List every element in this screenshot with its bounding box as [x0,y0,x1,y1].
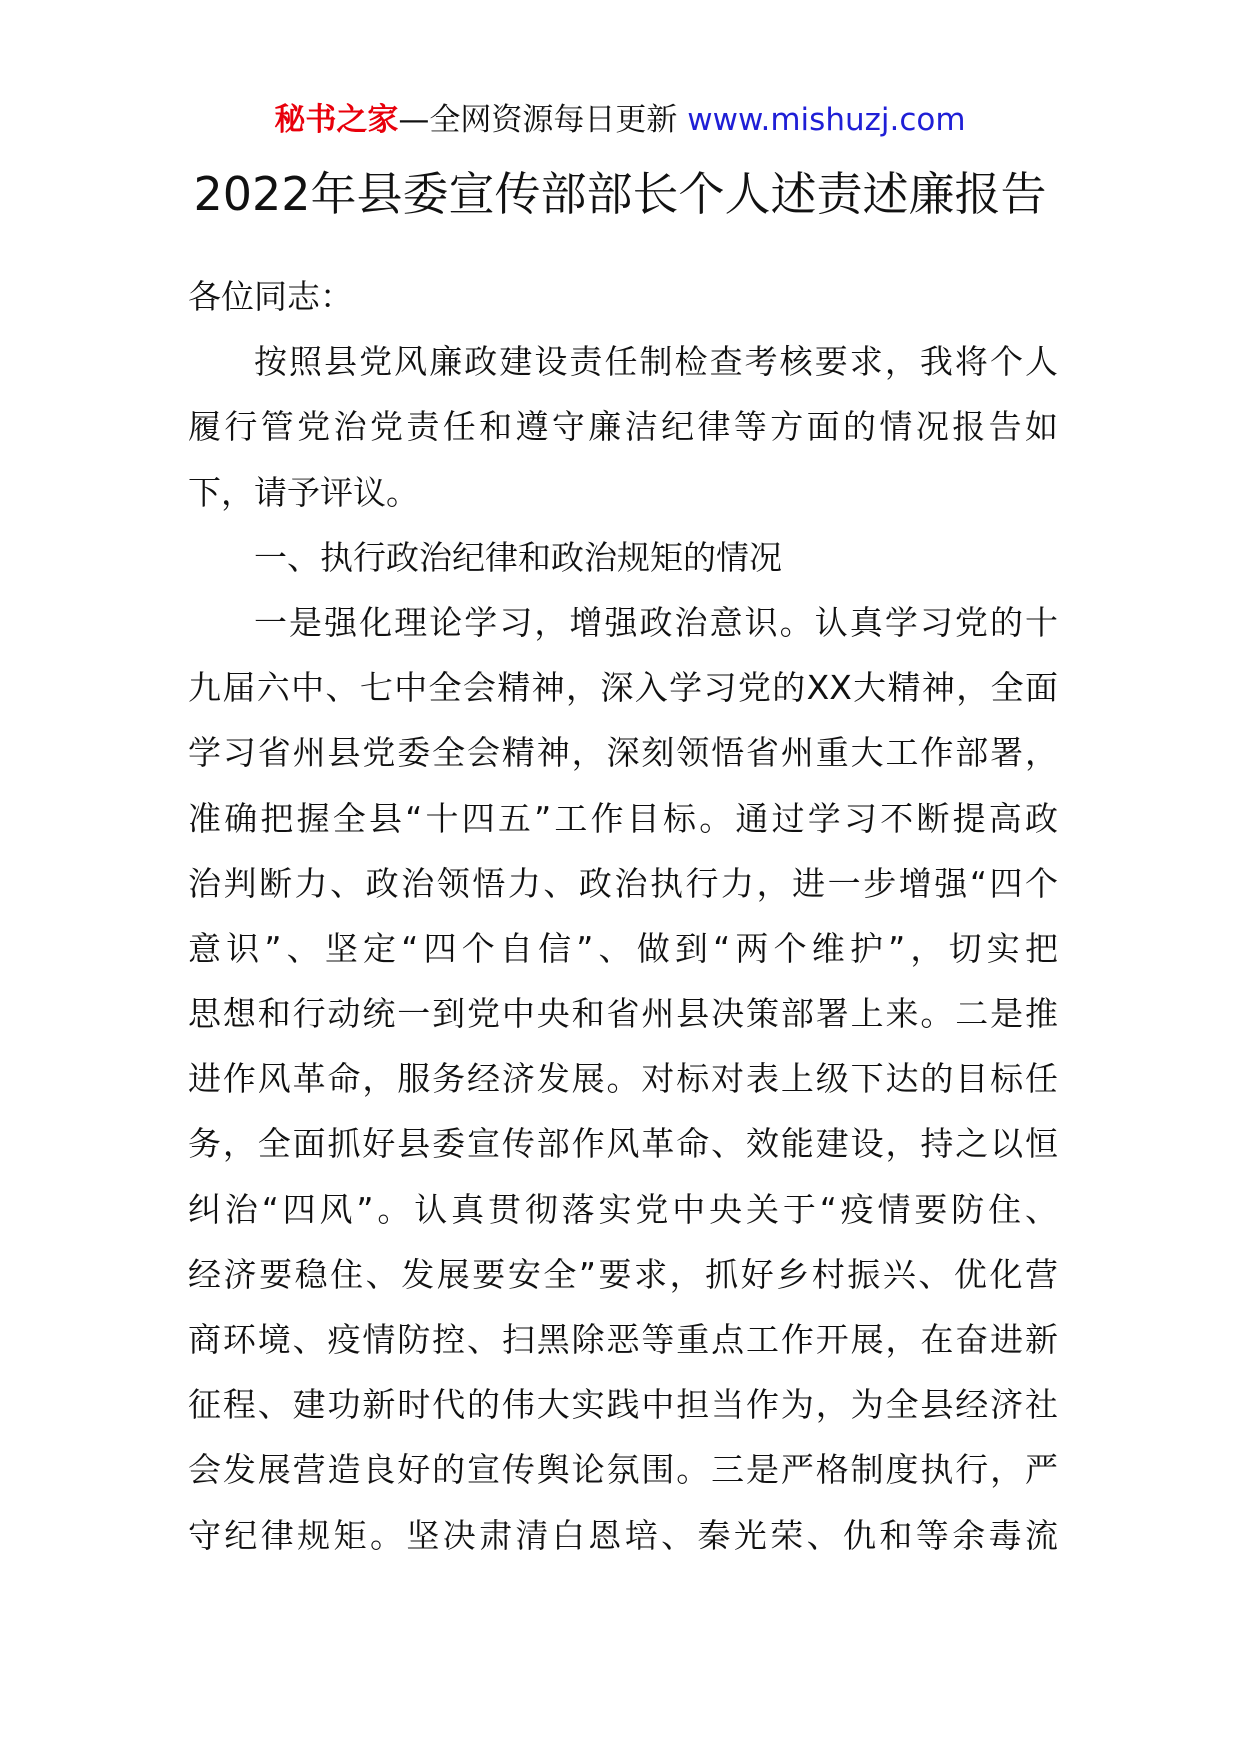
paragraph-line: 一是强化理论学习，增强政治意识。认真学习党的十 [254,602,1058,642]
paragraph-line: 会发展营造良好的宣传舆论氛围。三是严格制度执行，严 [188,1450,1058,1490]
paragraph-line: 意识”、坚定“四个自信”、做到“两个维护”，切实把 [188,928,1058,968]
document-title: 2022年县委宣传部部长个人述责述廉报告 [193,167,1047,221]
paragraph-line: 准确把握全县“十四五”工作目标。通过学习不断提高政 [188,798,1058,838]
paragraph-line: 九届六中、七中全会精神，深入学习党的XX大精神，全面 [188,668,1058,708]
paragraph-line: 务，全面抓好县委宣传部作风革命、效能建设，持之以恒 [188,1124,1058,1164]
paragraph-line: 征程、建功新时代的伟大实践中担当作为，为全县经济社 [188,1385,1058,1425]
paragraph-line: 经济要稳住、发展要安全”要求，抓好乡村振兴、优化营 [188,1254,1058,1294]
paragraph-line: 守纪律规矩。坚决肃清白恩培、秦光荣、仇和等余毒流 [188,1515,1058,1555]
brand-name: 秘书之家 [274,102,399,138]
paragraph-line: 按照县党风廉政建设责任制检查考核要求，我将个人 [254,342,1058,382]
section-heading: 一、执行政治纪律和政治规矩的情况 [254,537,782,577]
site-header [0,98,1240,142]
paragraph-line: 思想和行动统一到党中央和省州县决策部署上来。二是推 [188,994,1058,1034]
paragraph-line: 学习省州县党委全会精神，深刻领悟省州重大工作部署， [188,733,1058,773]
paragraph-line: 商环境、疫情防控、扫黑除恶等重点工作开展，在奋进新 [188,1320,1058,1359]
salutation: 各位同志： [188,277,353,316]
document-body [188,264,1058,1568]
paragraph-line: 纠治“四风”。认真贯彻落实党中央关于“疫情要防住、 [188,1189,1058,1229]
header-tagline: —全网资源每日更新 [398,102,688,138]
paragraph-line: 履行管党治党责任和遵守廉洁纪律等方面的情况报告如 [188,407,1058,447]
paragraph-line: 治判断力、政治领悟力、政治执行力，进一步增强“四个 [188,863,1058,903]
paragraph-line: 下，请予评议。 [188,472,419,512]
site-url-link[interactable]: www.mishuzj.com [687,102,966,138]
paragraph-line: 进作风革命，服务经济发展。对标对表上级下达的目标任 [188,1059,1058,1099]
